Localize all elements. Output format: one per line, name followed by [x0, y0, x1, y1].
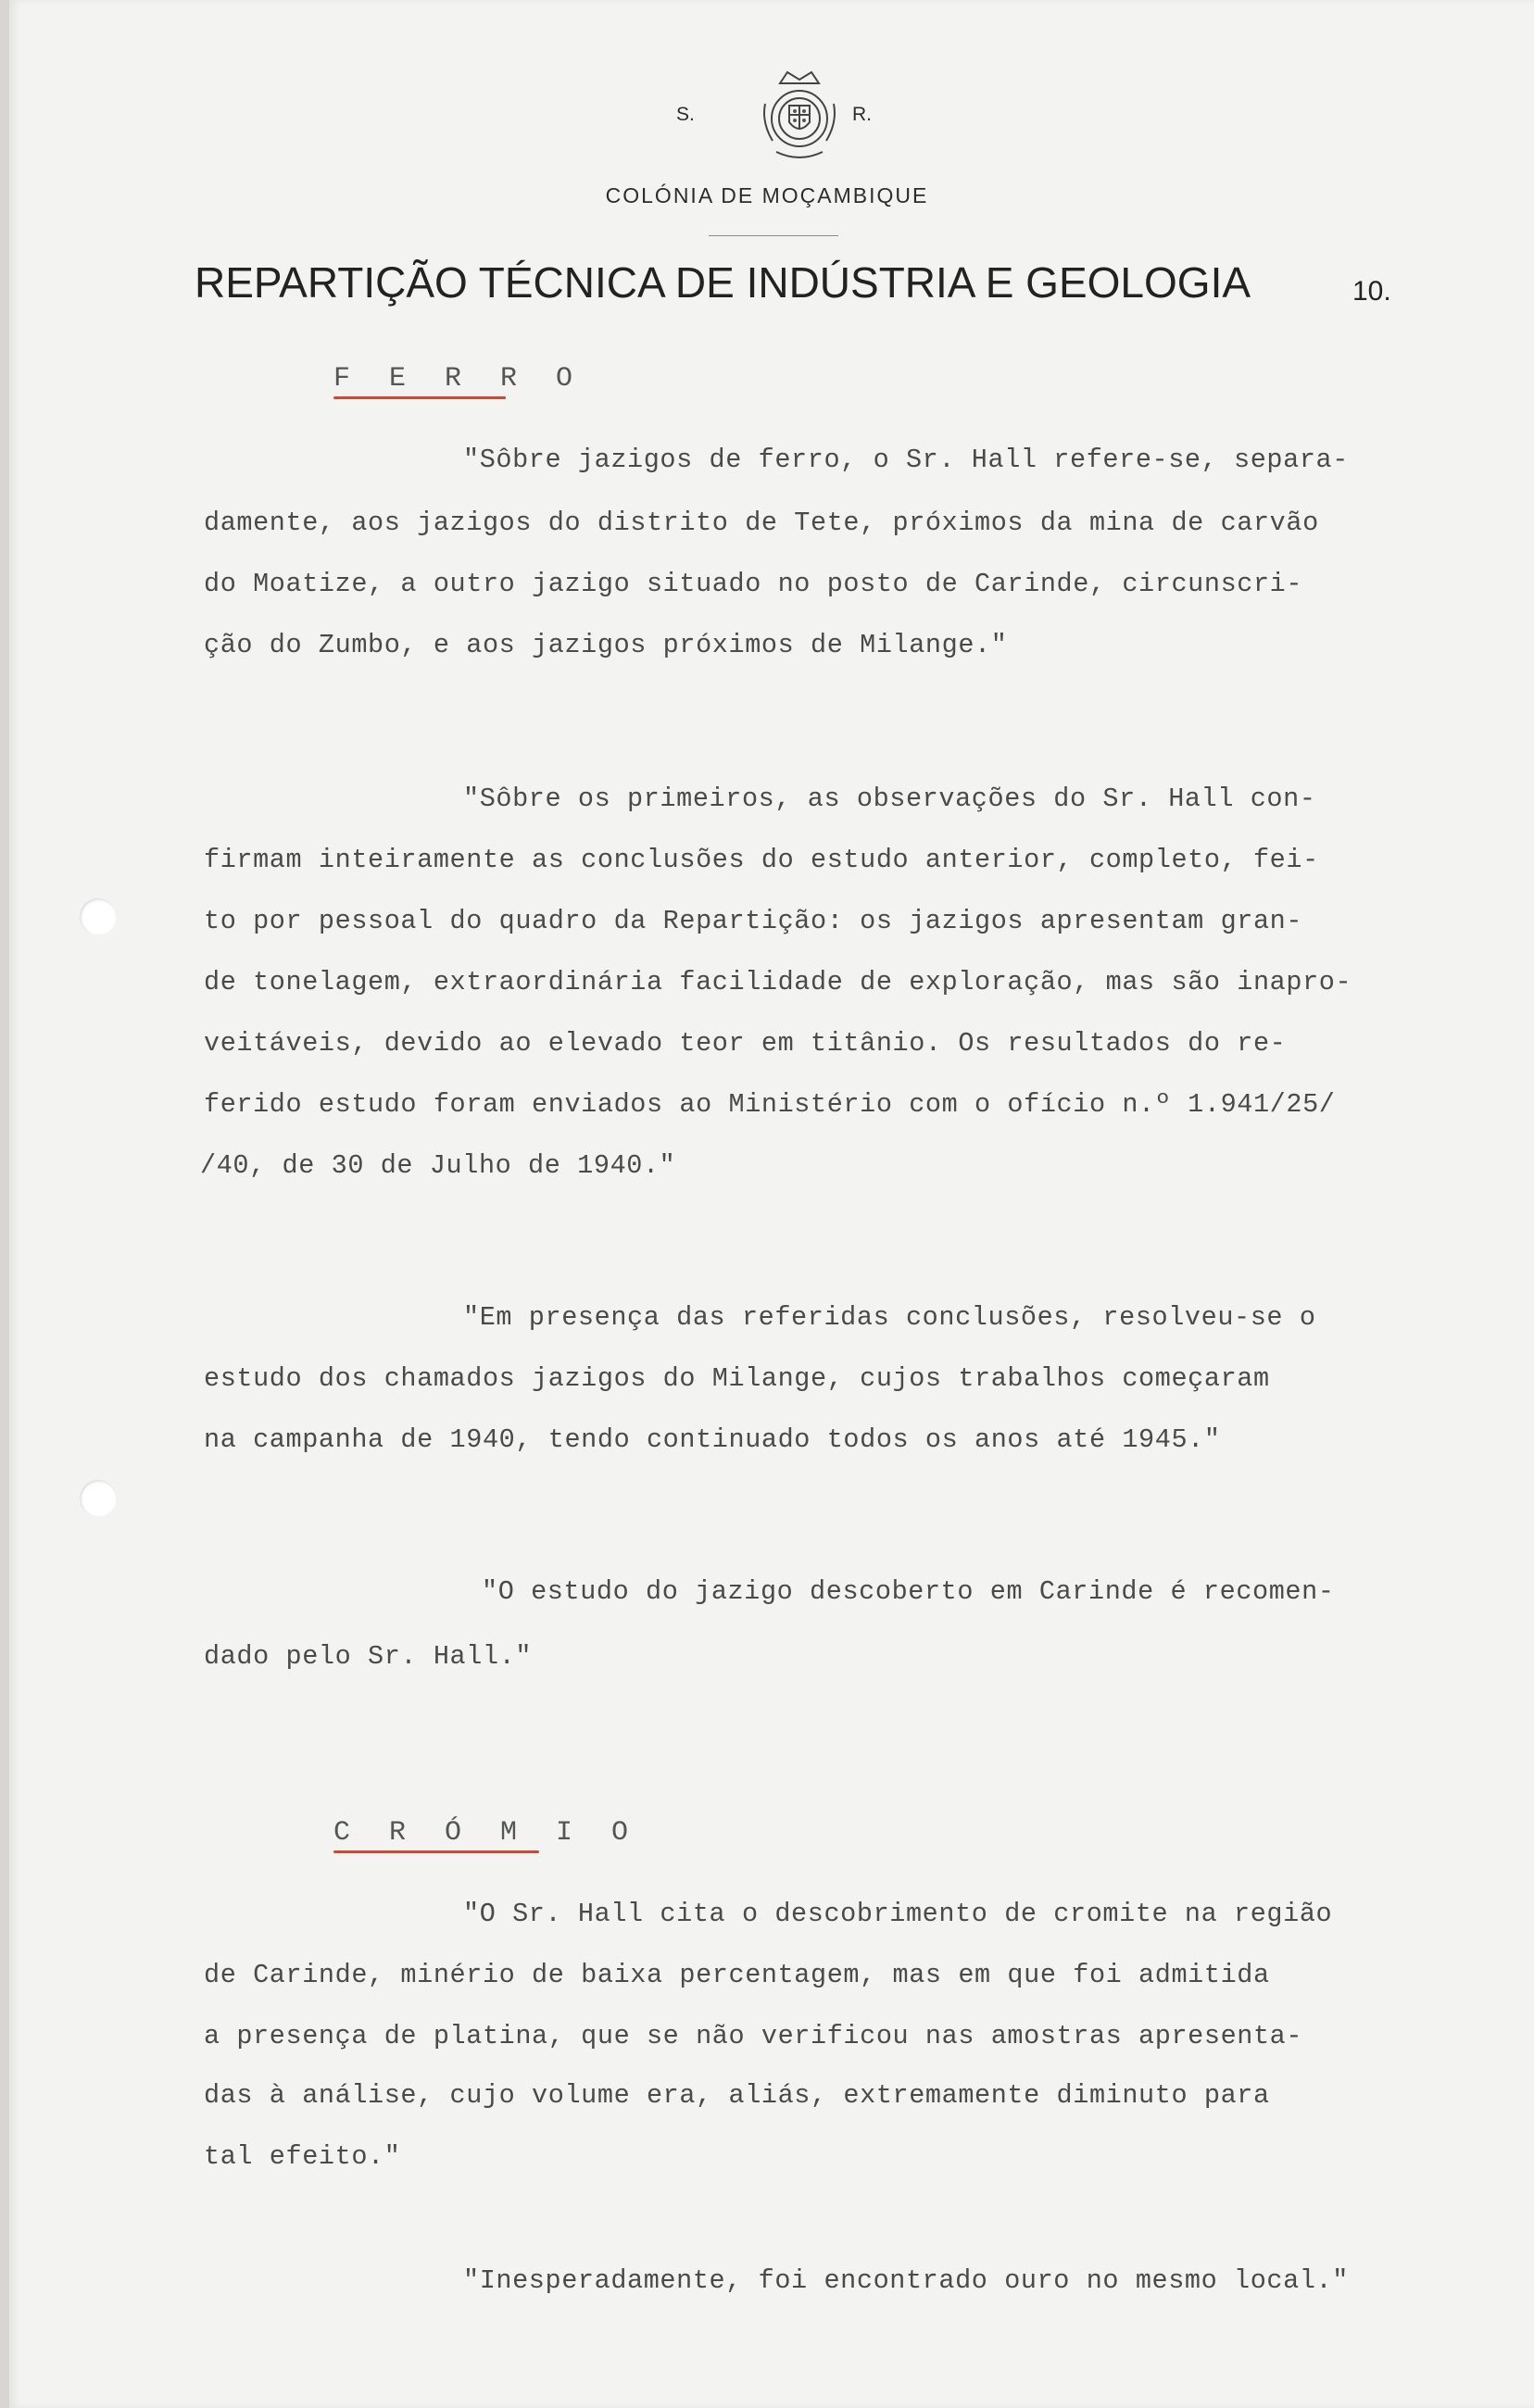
text-line: "O estudo do jazigo descoberto em Carinde é recomen- — [482, 1576, 1335, 1607]
text-line: /40, de 30 de Julho de 1940." — [200, 1150, 676, 1181]
text-line: a presença de platina, que se não verificou nas amostras apresenta- — [204, 2021, 1303, 2051]
text-line: "Em presença das referidas conclusões, resolveu-se o — [463, 1302, 1316, 1333]
department-title: REPARTIÇÃO TÉCNICA DE INDÚSTRIA E GEOLOGIA — [195, 258, 1251, 307]
text-line: "Sôbre jazigos de ferro, o Sr. Hall refere-se, separa- — [463, 445, 1349, 475]
text-line: estudo dos chamados jazigos do Milange, cujos trabalhos começaram — [204, 1363, 1270, 1394]
page-left-edge — [0, 0, 9, 2408]
colony-title: COLÓNIA DE MOÇAMBIQUE — [605, 183, 929, 207]
text-line: ferido estudo foram enviados ao Ministério com o ofício n.º 1.941/25/ — [204, 1089, 1336, 1120]
text-line: ção do Zumbo, e aos jazigos próximos de Milange." — [204, 630, 1008, 660]
text-line: do Moatize, a outro jazigo situado no posto de Carinde, circunscri- — [204, 569, 1303, 599]
punch-hole-top — [80, 898, 117, 935]
text-line: to por pessoal do quadro da Repartição: os jazigos apresentam gran- — [204, 906, 1303, 936]
text-line: tal efeito." — [204, 2141, 401, 2172]
text-line: firmam inteiramente as conclusões do estudo anterior, completo, fei- — [204, 845, 1319, 875]
text-line: de Carinde, minério de baixa percentagem, mas em que foi admitida — [204, 1960, 1270, 1990]
text-line: das à análise, cujo volume era, aliás, extremamente diminuto para — [204, 2080, 1270, 2111]
page-number: 10. — [1352, 276, 1391, 307]
text-line: "Sôbre os primeiros, as observações do Sr. Hall con- — [463, 784, 1316, 814]
coat-of-arms-icon — [760, 67, 839, 169]
text-line: "Inesperadamente, foi encontrado ouro no mesmo local." — [463, 2265, 1349, 2296]
punch-hole-bottom — [80, 1480, 117, 1517]
text-line: veitáveis, devido ao elevado teor em titânio. Os resultados do re- — [204, 1028, 1287, 1059]
header-divider — [709, 235, 838, 236]
text-line: de tonelagem, extraordinária facilidade de exploração, mas são inapro- — [204, 967, 1352, 997]
text-line: damente, aos jazigos do distrito de Tete, próximos da mina de carvão — [204, 508, 1319, 538]
section-underline-ferro — [333, 396, 506, 399]
text-line: na campanha de 1940, tendo continuado todos os anos até 1945." — [204, 1424, 1221, 1455]
header-letter-r: R. — [852, 104, 872, 125]
section-heading-cromio: C R Ó M I O — [333, 1817, 640, 1849]
header-letter-s: S. — [676, 104, 695, 125]
section-heading-ferro: F E R R O — [333, 363, 585, 395]
text-line: dado pelo Sr. Hall." — [204, 1641, 533, 1672]
section-underline-cromio — [333, 1850, 539, 1853]
text-line: "O Sr. Hall cita o descobrimento de cromite na região — [463, 1899, 1333, 1929]
